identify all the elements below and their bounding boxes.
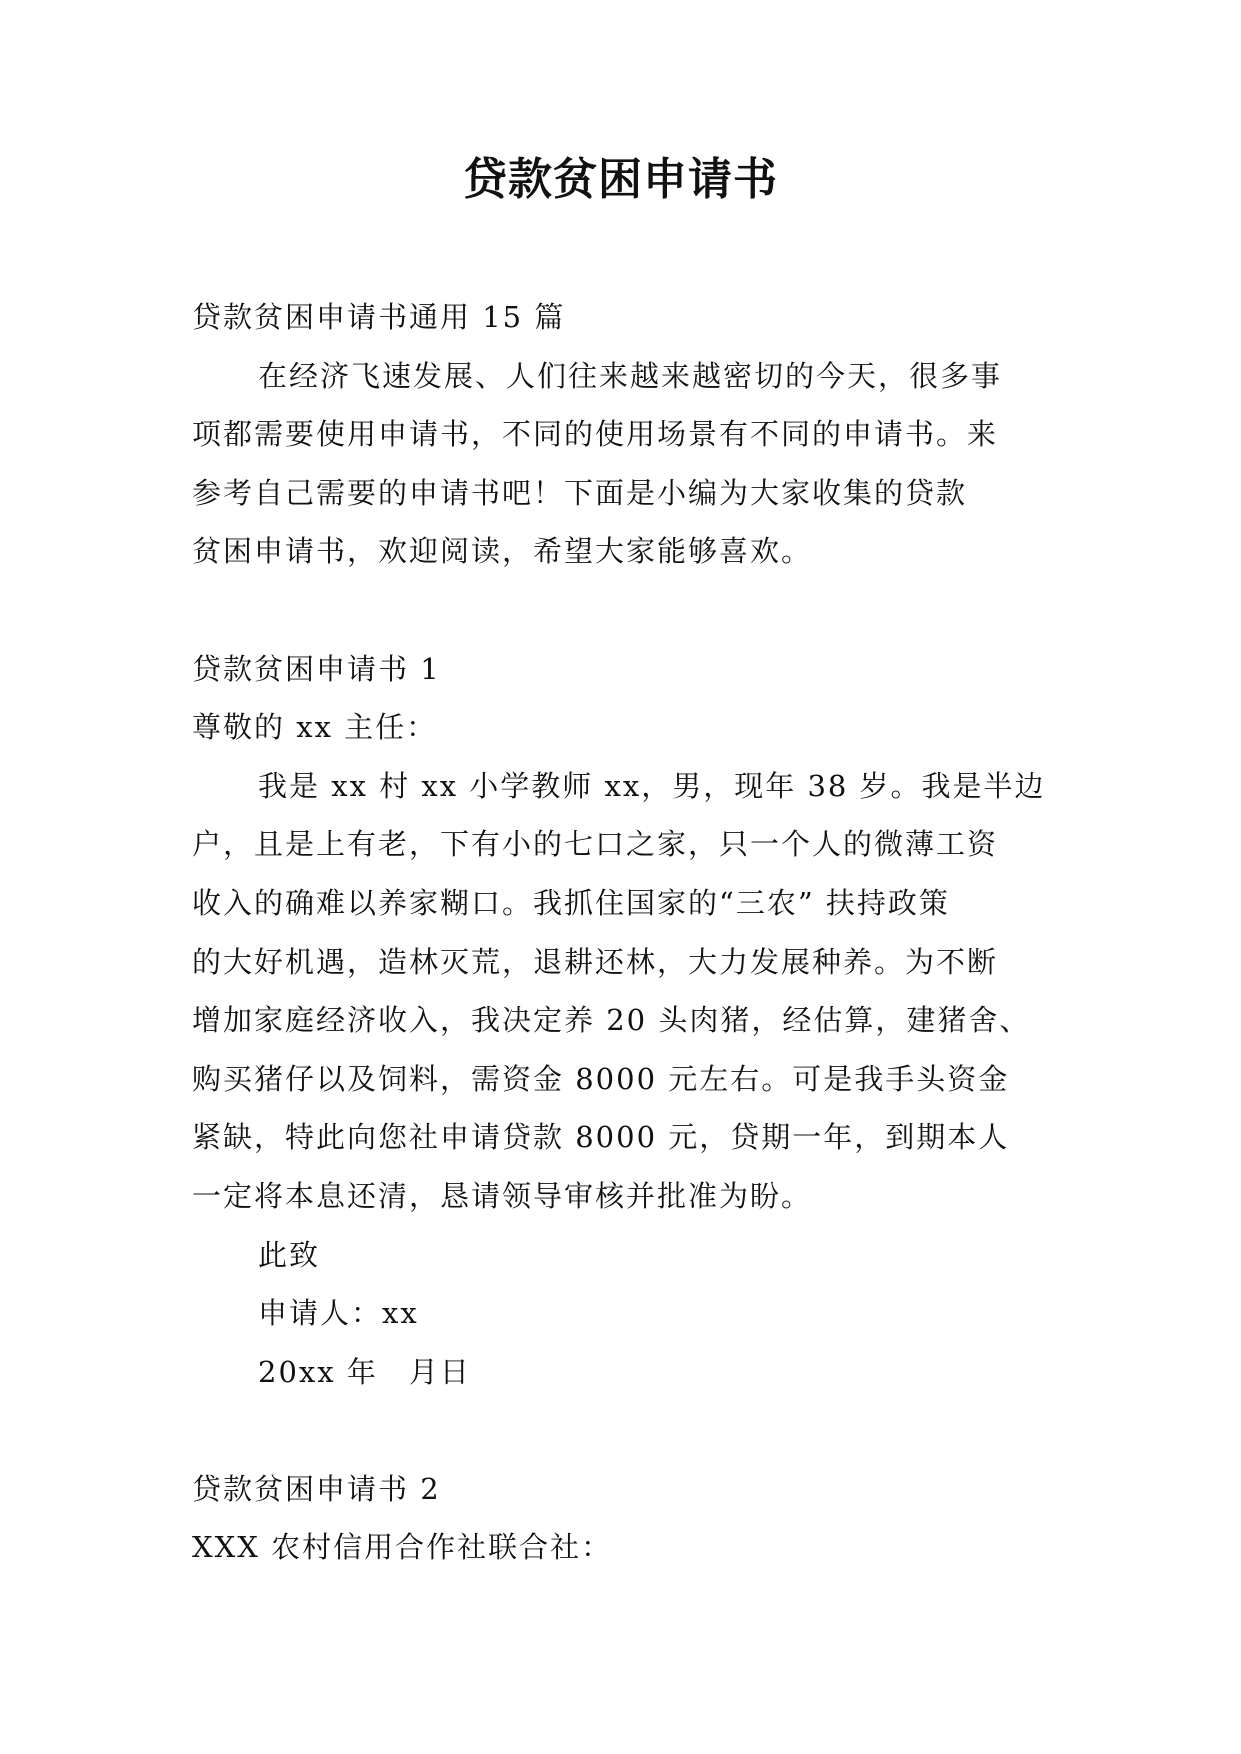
section1-heading: 贷款贫困申请书 1 (192, 651, 441, 686)
document-subtitle: 贷款贫困申请书通用 15 篇 (192, 300, 566, 334)
spacer (192, 581, 1072, 640)
section1-body-line-1: 我是 xx 村 xx 小学教师 xx，男，现年 38 岁。我是半边 (258, 768, 1046, 803)
intro-line-1: 在经济飞速发展、人们往来越来越密切的今天，很多事 (258, 358, 1003, 393)
section2-salutation: XXX 农村信用合作社联合社： (192, 1530, 613, 1565)
section1-body-line-2: 户，且是上有老，下有小的七口之家，只一个人的微薄工资 (192, 827, 999, 862)
section1-body-line-3: 收入的确难以养家糊口。我抓住国家的“三农” 扶持政策 (192, 885, 950, 920)
section2-heading: 贷款贫困申请书 2 (192, 1471, 441, 1506)
section1-applicant: 申请人：xx (258, 1296, 419, 1331)
section1-date: 20xx 年 月日 (258, 1354, 471, 1389)
section1-body-line-4: 的大好机遇，造林灭荒，退耕还林，大力发展种养。为不断 (192, 944, 999, 979)
intro-line-2: 项都需要使用申请书，不同的使用场景有不同的申请书。来 (192, 417, 999, 452)
section1-body-line-8: 一定将本息还清，恳请领导审核并批准为盼。 (192, 1178, 813, 1213)
section1-body-line-5: 增加家庭经济收入，我决定养 20 头肉猪，经估算，建猪舍、 (192, 1003, 1031, 1038)
intro-line-4: 贫困申请书，欢迎阅读，希望大家能够喜欢。 (192, 534, 813, 569)
spacer (192, 1401, 1072, 1460)
document-title: 贷款贫困申请书 (463, 154, 778, 205)
section1-salutation: 尊敬的 xx 主任： (192, 710, 438, 745)
section1-closing: 此致 (258, 1237, 321, 1272)
section1-body-line-7: 紧缺，特此向您社申请贷款 8000 元，贷期一年，到期本人 (192, 1120, 1010, 1155)
section1-body-line-6: 购买猪仔以及饲料，需资金 8000 元左右。可是我手头资金 (192, 1061, 1010, 1096)
document-body (192, 288, 1072, 1577)
intro-line-3: 参考自己需要的申请书吧！下面是小编为大家收集的贷款 (192, 475, 968, 510)
